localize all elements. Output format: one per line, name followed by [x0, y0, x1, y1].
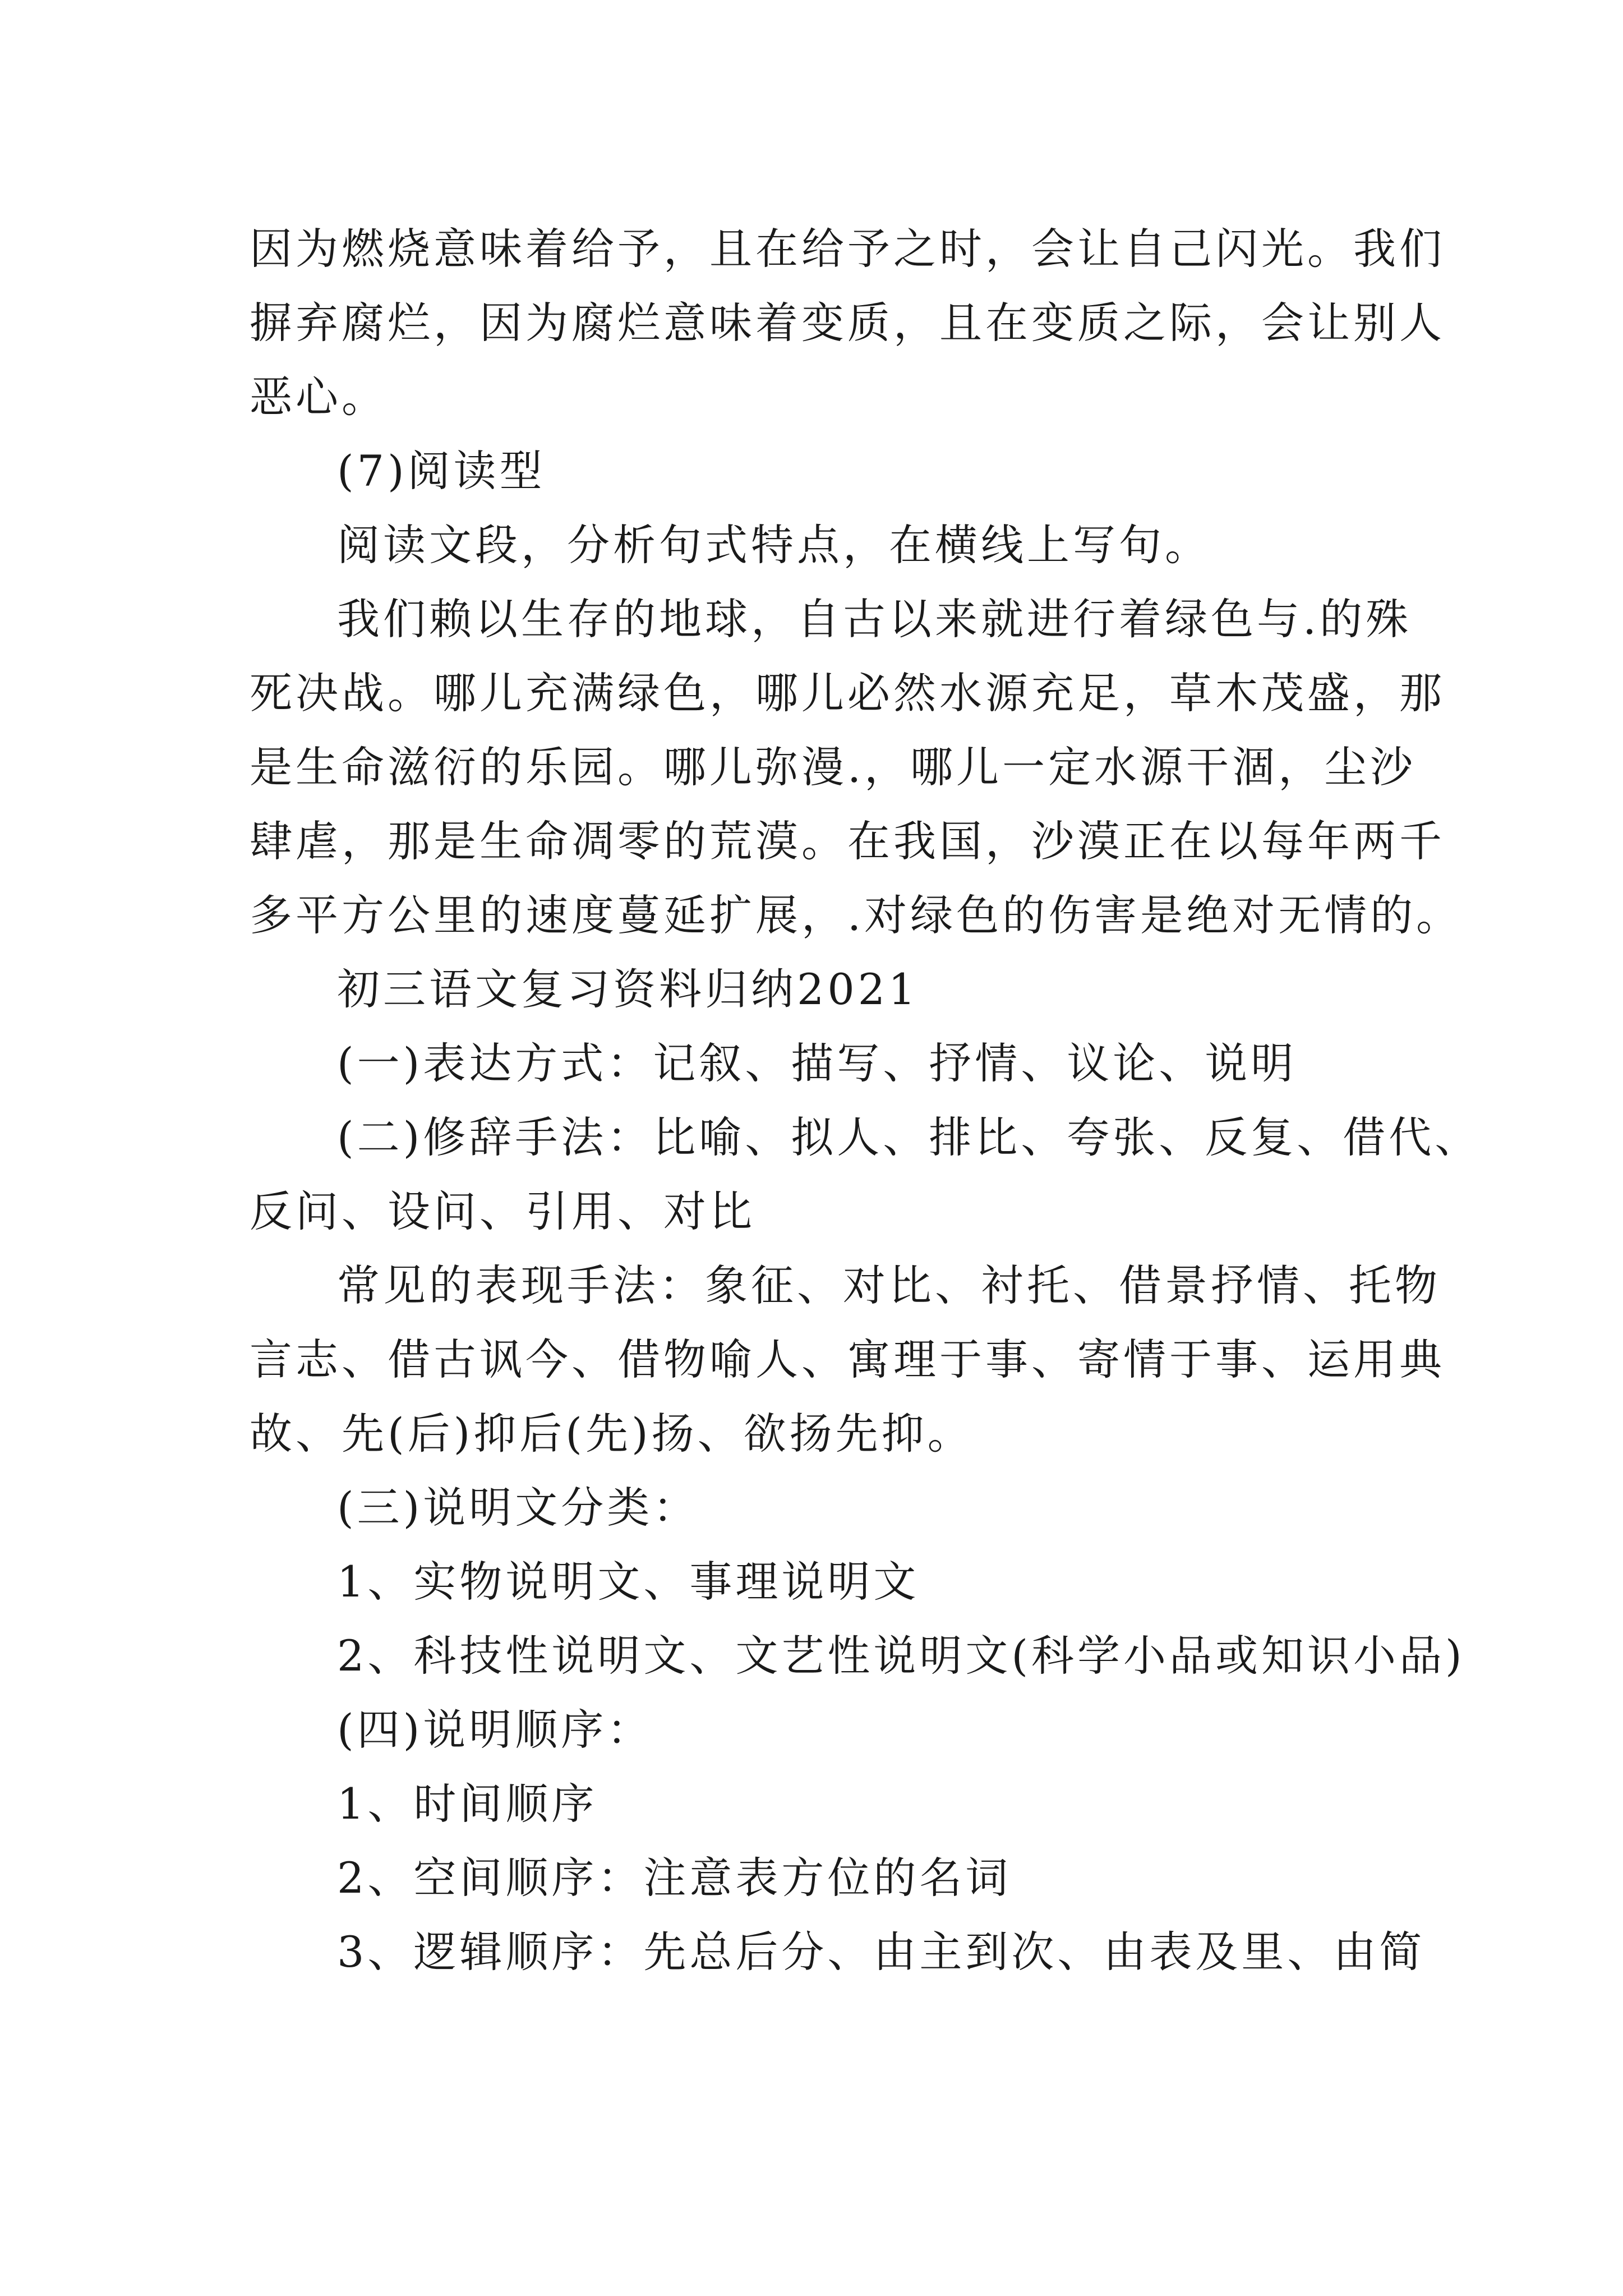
text-line: 言志、借古讽今、借物喻人、寓理于事、寄情于事、运用典	[250, 1335, 1445, 1384]
list-item: 1、实物说明文、事理说明文	[337, 1557, 920, 1607]
text-line: 是生命滋衍的乐园。哪儿弥漫.，哪儿一定水源干涸，尘沙	[250, 742, 1417, 792]
text-line: 反问、设问、引用、对比	[250, 1186, 755, 1236]
list-item: 3、逻辑顺序：先总后分、由主到次、由表及里、由简	[337, 1927, 1426, 1977]
list-item: 2、科技性说明文、文艺性说明文(科学小品或知识小品)	[337, 1631, 1465, 1681]
text-line: (一)表达方式：记叙、描写、抒情、议论、说明	[337, 1038, 1297, 1088]
text-line: (二)修辞手法：比喻、拟人、排比、夸张、反复、借代、	[337, 1112, 1481, 1162]
section-heading-reading-type: (7)阅读型	[337, 446, 546, 496]
text-line: 多平方公里的速度蔓延扩展，.对绿色的伤害是绝对无情的。	[250, 890, 1463, 940]
list-item: 1、时间顺序	[337, 1779, 598, 1829]
text-line: 死决战。哪儿充满绿色，哪儿必然水源充足，草木茂盛，那	[250, 668, 1445, 718]
section-title: 初三语文复习资料归纳2021	[337, 964, 919, 1014]
text-line: (四)说明顺序：	[337, 1705, 653, 1755]
list-item: 2、空间顺序：注意表方位的名词	[337, 1853, 1012, 1903]
text-line: 肆虐，那是生命凋零的荒漠。在我国，沙漠正在以每年两千	[250, 816, 1445, 866]
text-line: 阅读文段，分析句式特点，在横线上写句。	[337, 520, 1211, 570]
text-line: 常见的表现手法：象征、对比、衬托、借景抒情、托物	[337, 1260, 1441, 1310]
document-body	[250, 212, 1481, 1989]
text-line: 恶心。	[250, 372, 388, 422]
text-line: 摒弃腐烂，因为腐烂意味着变质，且在变质之际，会让别人	[250, 298, 1445, 348]
text-line: 故、先(后)抑后(先)扬、欲扬先抑。	[250, 1409, 974, 1458]
text-line: 因为燃烧意味着给予，且在给予之时，会让自己闪光。我们	[250, 224, 1445, 274]
text-line: 我们赖以生存的地球，自古以来就进行着绿色与.的殊	[337, 594, 1412, 644]
text-line: (三)说明文分类：	[337, 1483, 699, 1533]
